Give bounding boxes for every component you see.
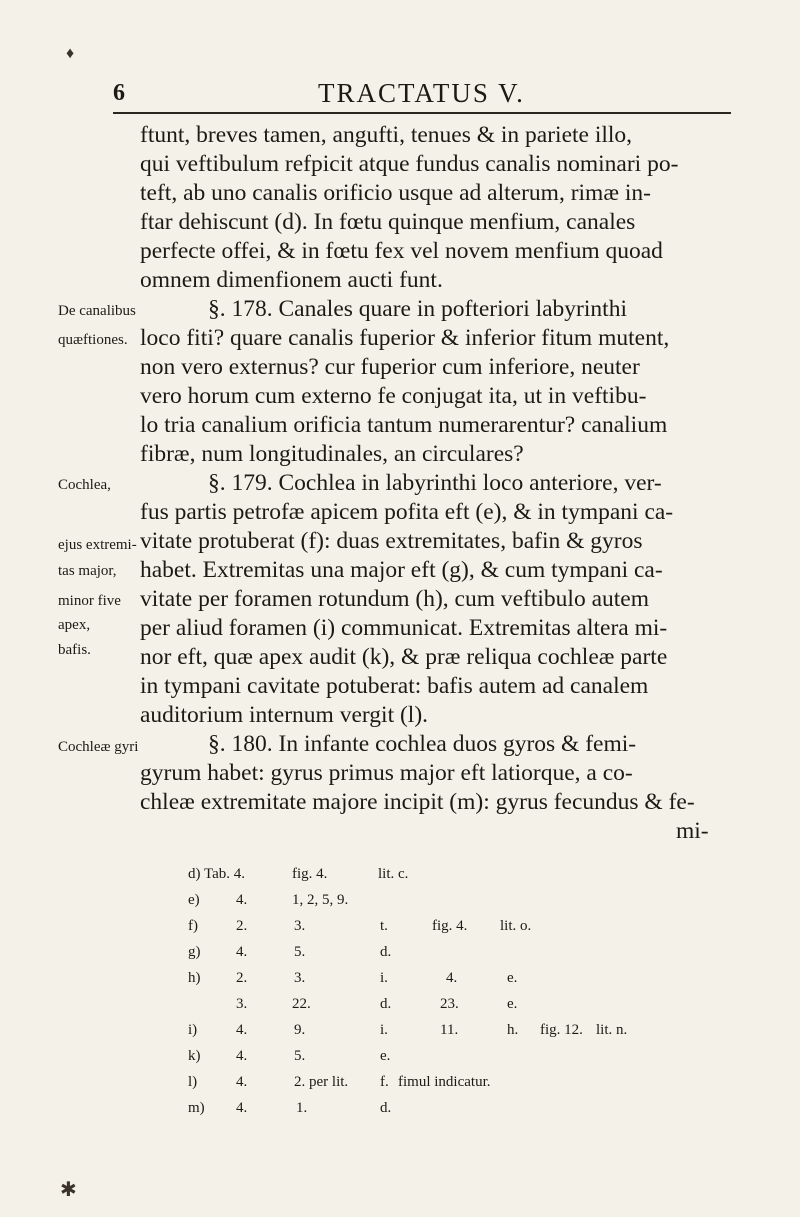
footnote-cell: 3. <box>294 918 306 934</box>
footnote-cell: fig. 4. <box>292 866 328 882</box>
footnote-cell: 1, 2, 5, 9. <box>292 892 349 908</box>
margin-note: Cochlea, <box>58 477 111 493</box>
catchword: mi- <box>676 818 709 844</box>
body-line: lo tria canalium orificia tantum numerarentur? canalium <box>140 412 668 438</box>
body-line: teft, ab uno canalis orificio usque ad alterum, rimæ in- <box>140 180 651 206</box>
footnote-cell: lit. c. <box>378 866 409 882</box>
footnote-cell: 4. <box>236 944 248 960</box>
footnote-label: h) <box>188 970 201 986</box>
section-178-line: §. 178. Canales quare in pofteriori labyrinthi <box>208 296 627 322</box>
footnote-label: k) <box>188 1048 201 1064</box>
footnote-cell: 3. <box>294 970 306 986</box>
body-line: perfecte offei, & in fœtu fex vel novem menfium quoad <box>140 238 663 264</box>
footnote-cell: d. <box>380 996 392 1012</box>
body-line: gyrum habet: gyrus primus major eft latiorque, a co- <box>140 760 633 786</box>
body-line: vitate protuberat (f): duas extremitates, bafin & gyros <box>140 528 643 554</box>
body-line: vero horum cum externo fe conjugat ita, ut in veftibu- <box>140 383 647 409</box>
margin-note: apex, <box>58 617 91 633</box>
footnote-label: l) <box>188 1074 198 1090</box>
footnote-cell: fig. 12. <box>540 1022 583 1038</box>
margin-note: quæftiones. <box>58 332 128 348</box>
footnote-cell: 2. <box>236 918 248 934</box>
footnote-cell: d. <box>380 944 392 960</box>
section-180-line: §. 180. In infante cochlea duos gyros & femi- <box>208 731 637 757</box>
footnote-cell: fig. 4. <box>432 918 468 934</box>
footnote-cell: 5. <box>294 944 306 960</box>
footnote-cell: t. <box>380 918 388 934</box>
body-line: loco fiti? quare canalis fuperior & inferior fitum mutent, <box>140 325 670 351</box>
footnote-cell: fimul indicatur. <box>398 1074 491 1090</box>
footnote-cell: 3. <box>236 996 248 1012</box>
margin-note: tas major, <box>58 563 117 579</box>
body-line: fibræ, num longitudinales, an circulares? <box>140 441 524 467</box>
margin-note: ejus extremi- <box>58 537 137 553</box>
footnote-cell: 4. <box>236 892 248 908</box>
footnote-cell: e. <box>507 996 518 1012</box>
footnote-cell: 4. <box>446 970 458 986</box>
body-line: habet. Extremitas una major eft (g), & cum tympani ca- <box>140 557 663 583</box>
body-line: in tympani cavitate potuberat: bafis autem ad canalem <box>140 673 649 699</box>
footnote-cell: e. <box>507 970 518 986</box>
footnote-cell: 5. <box>294 1048 306 1064</box>
footnote-label: g) <box>188 944 201 960</box>
footnote-cell: lit. o. <box>500 918 532 934</box>
footnote-cell: i. <box>380 1022 388 1038</box>
footnote-label: d) Tab. 4. <box>188 866 245 882</box>
footnote-cell: 4. <box>236 1022 248 1038</box>
footnote-cell: d. <box>380 1100 392 1116</box>
footnote-cell: 23. <box>440 996 459 1012</box>
body-line: auditorium internum vergit (l). <box>140 702 429 728</box>
footnote-cell: 11. <box>440 1022 459 1038</box>
footnote-label: i) <box>188 1022 198 1038</box>
footnote-cell: 9. <box>294 1022 306 1038</box>
body-line: omnem dimenfionem aucti funt. <box>140 267 443 293</box>
margin-note: minor five <box>58 593 121 609</box>
running-title: TRACTATUS V. <box>318 78 525 108</box>
page-number: 6 <box>113 80 125 106</box>
footnote-cell: 1. <box>296 1100 308 1116</box>
page-header <box>113 78 731 114</box>
footnote-label: e) <box>188 892 200 908</box>
body-line: vitate per foramen rotundum (h), cum veftibulo autem <box>140 586 650 612</box>
margin-note: Cochleæ gyri <box>58 739 139 755</box>
footnote-cell: 4. <box>236 1100 248 1116</box>
body-line: qui veftibulum refpicit atque fundus canalis nominari po- <box>140 151 679 177</box>
margin-note: bafis. <box>58 642 91 658</box>
body-line: non vero externus? cur fuperior cum inferiore, neuter <box>140 354 640 380</box>
footnote-cell: f. <box>380 1074 389 1090</box>
footnote-cell: 4. <box>236 1074 248 1090</box>
body-line: ftunt, breves tamen, angufti, tenues & in pariete illo, <box>140 122 633 148</box>
ink-blot: ✱ <box>60 1179 77 1201</box>
margin-note: De canalibus <box>58 303 136 319</box>
footnote-cell: 4. <box>236 1048 248 1064</box>
footnote-cell: e. <box>380 1048 391 1064</box>
footnote-cell: 2. per lit. <box>294 1074 349 1090</box>
footnote-label: f) <box>188 918 198 934</box>
body-line: fus partis petrofæ apicem pofita eft (e), & in tympani ca- <box>140 499 674 525</box>
body-line: nor eft, quæ apex audit (k), & præ reliqua cochleæ parte <box>140 644 668 670</box>
footnote-cell: 22. <box>292 996 311 1012</box>
footnote-cell: h. <box>507 1022 519 1038</box>
footnote-label: m) <box>188 1100 205 1116</box>
footnote-cell: 2. <box>236 970 248 986</box>
body-line: per aliud foramen (i) communicat. Extremitas altera mi- <box>140 615 668 641</box>
ink-blot: ♦ <box>66 45 75 62</box>
section-179-line: §. 179. Cochlea in labyrinthi loco anteriore, ver- <box>208 470 662 496</box>
body-line: chleæ extremitate majore incipit (m): gyrus fecundus & fe- <box>140 789 695 815</box>
footnote-cell: lit. n. <box>596 1022 628 1038</box>
body-line: ftar dehiscunt (d). In fœtu quinque menfium, canales <box>140 209 636 235</box>
footnote-cell: i. <box>380 970 388 986</box>
